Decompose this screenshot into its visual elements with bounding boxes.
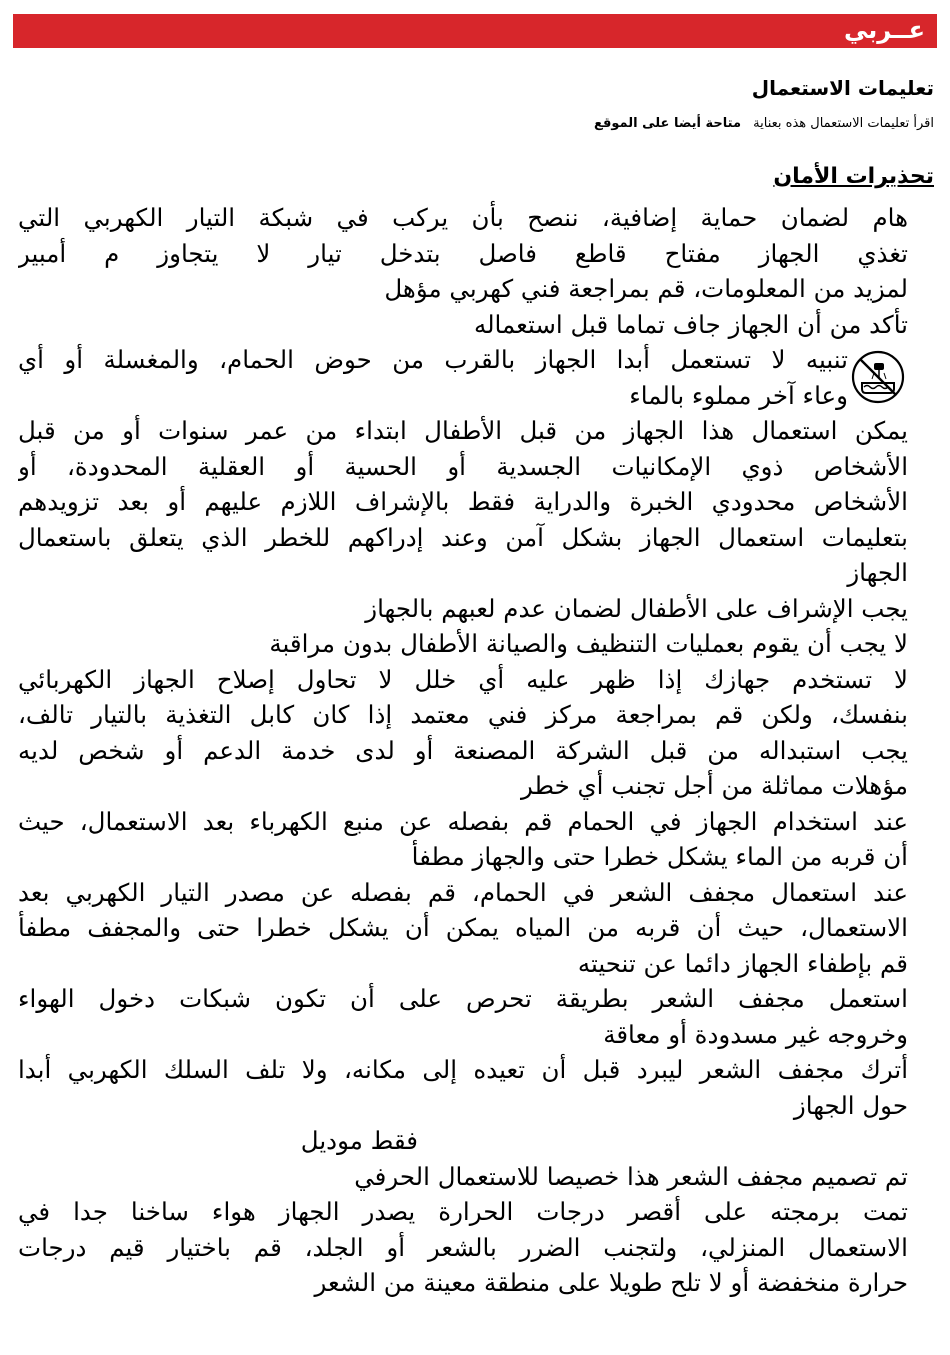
caution-block [18, 342, 908, 413]
language-label: عــربي [843, 16, 925, 44]
model-line: فقط موديل [300, 1126, 418, 1155]
body-line: حرارة منخفضة أو لا تلح طويلا على منطقة معينة من الشعر [314, 1268, 908, 1297]
body-line: الاستعمال، حيث أن قربه من المياه يمكن أن يشكل خطرا حتى والمجفف مطفأ [18, 913, 908, 942]
caution-line: وعاء آخر مملوء بالماء [629, 380, 848, 410]
body-line: بتعليمات استعمال الجهاز بشكل آمن وعند إدراكهم للخطر الذي يتعلق باستعمال [18, 522, 908, 552]
no-water-bath-icon [848, 346, 908, 408]
body-line: استعمل مجفف الشعر بطريقة تحرص على أن تكون شبكات دخول الهواء [18, 984, 908, 1013]
body-line: مؤهلات مماثلة من أجل تجنب أي خطر [520, 771, 908, 800]
body-line: الجهاز [847, 558, 908, 587]
body-line: لا تستخدم جهازك إذا ظهر عليه أي خلل لا تحاول إصلاح الجهاز الكهربائي [18, 664, 908, 694]
body-line: أترك مجفف الشعر ليبرد قبل أن تعيده إلى مكانه، ولا تلف السلك الكهربي أبدا [18, 1055, 908, 1084]
body-line: عند استعمال مجفف الشعر في الحمام، قم بفصله عن مصدر التيار الكهربي بعد [18, 877, 908, 907]
caution-line: تنبيه لا تستعمل أبدا الجهاز بالقرب من حوض الحمام، والمغسلة أو أي [18, 345, 848, 374]
safety-section-title: تحذيرات الأمان [773, 164, 934, 189]
body-line: وخروجه غير مسدودة أو معاقة [603, 1019, 908, 1049]
body-line: الأشخاص ذوي الإمكانيات الجسدية أو الحسية أو العقلية المحدودة، أو [18, 451, 908, 481]
body-line: يجب الإشراف على الأطفال لضمان عدم لعبهم بالجهاز [365, 593, 908, 623]
subline-bold: متاحة أيضا على الموقع [593, 116, 741, 131]
body-line: يمكن استعمال هذا الجهاز من قبل الأطفال ابتداء من عمر سنوات أو من قبل [18, 416, 908, 445]
safety-body [18, 200, 908, 1301]
body-line: تأكد من أن الجهاز جاف تماما قبل استعماله [473, 309, 908, 339]
body-line: حول الجهاز [793, 1090, 908, 1120]
body-line: قم بإطفاء الجهاز دائما عن تنحيته [577, 948, 908, 978]
body-line: بنفسك، ولكن قم بمراجعة مركز فني معتمد إذا كان كابل التغذية بالتيار تالف، [18, 700, 908, 729]
body-line: الأشخاص محدودي الخبرة والدراية فقط بالإشراف اللازم عليهم أو بعد تزويدهم [18, 487, 908, 516]
body-line: تمت برمجته على أقصر درجات الحرارة يصدر الجهاز هواء ساخنا جدا في [18, 1197, 908, 1226]
body-line: الاستعمال المنزلي، ولتجنب الضرر بالشعر أو الجلد، قم باختيار قيم درجات [18, 1232, 908, 1262]
body-line: يجب استبداله من قبل الشركة المصنعة أو لدى خدمة الدعم أو شخص لديه [18, 735, 908, 765]
body-line: لمزيد من المعلومات، قم بمراجعة فني كهربي مؤهل [384, 274, 908, 303]
body-line: تم تصميم مجفف الشعر هذا خصيصا للاستعمال الحرفي [354, 1161, 908, 1191]
body-line: هام لضمان حماية إضافية، ننصح بأن يركب في شبكة التيار الكهربي التي [18, 203, 908, 232]
body-line: تغذي الجهاز مفتاح قاطع فاصل بتدخل تيار لا يتجاوز م أمبير [18, 238, 908, 268]
body-line: لا يجب أن يقوم بعمليات التنظيف والصيانة الأطفال بدون مراقبة [269, 629, 908, 658]
body-line: أن قربه من الماء يشكل خطرا حتى والجهاز مطفأ [411, 842, 908, 871]
instructions-subline [594, 116, 934, 131]
subline-regular: اقرأ تعليمات الاستعمال هذه بعناية [753, 116, 934, 131]
body-line: عند استخدام الجهاز في الحمام قم بفصله عن منبع الكهرباء بعد الاستعمال، حيث [18, 806, 908, 836]
language-banner [13, 14, 937, 48]
page-title: تعليمات الاستعمال [751, 76, 934, 100]
